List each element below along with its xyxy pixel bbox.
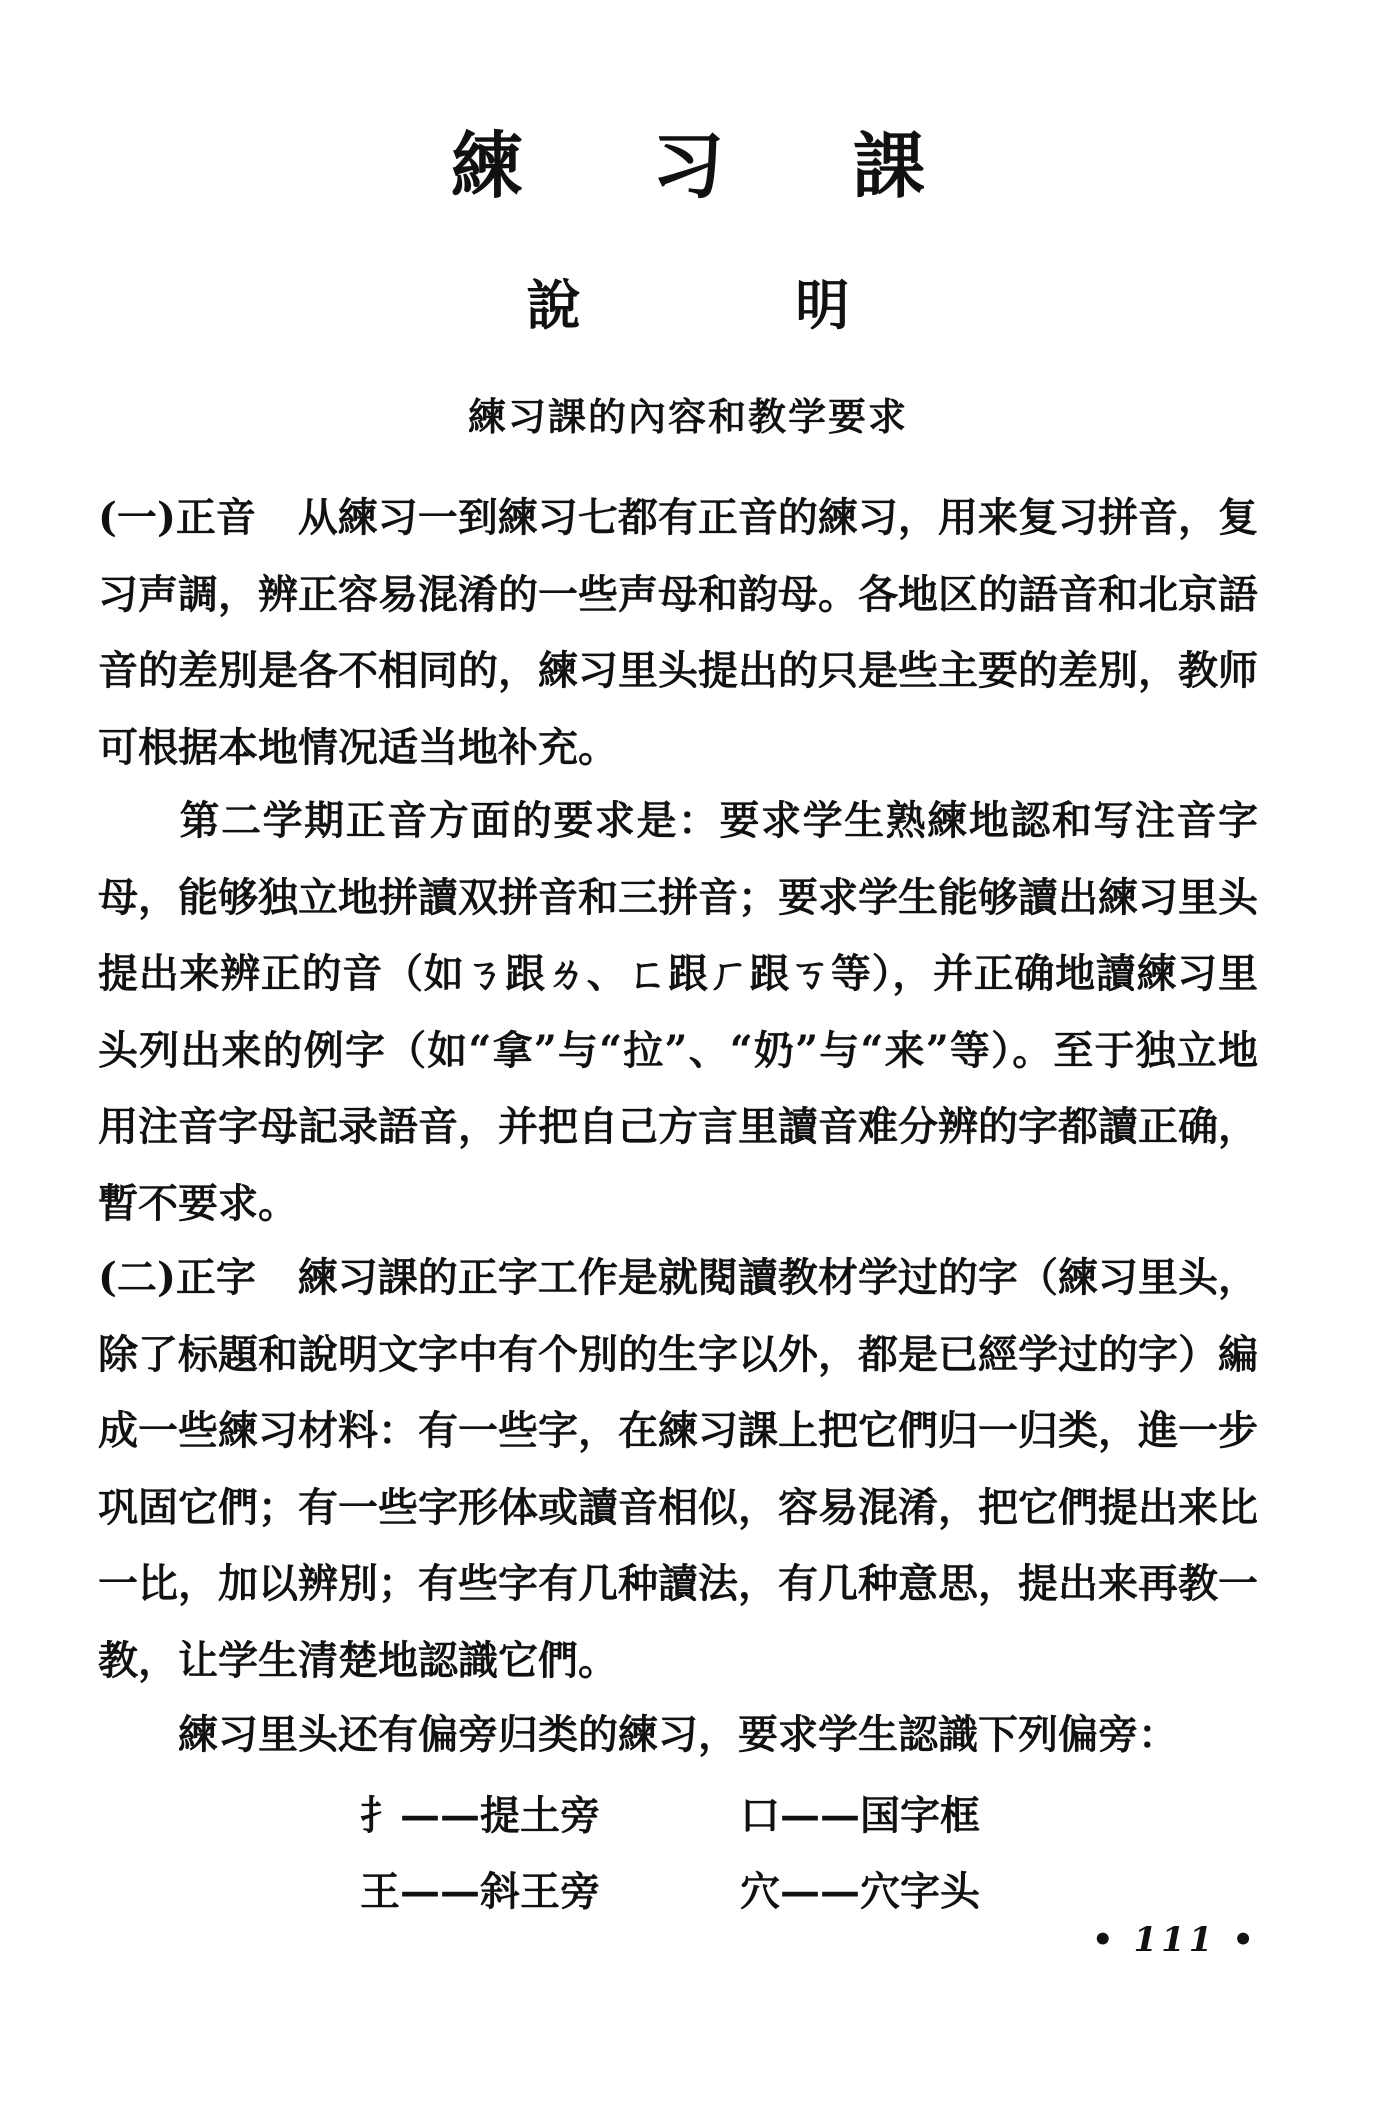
section-heading: 練习課的內容和教学要求 — [467, 394, 908, 439]
paragraph-1 — [98, 480, 1258, 786]
radical-entry: 扌——提土旁 — [360, 1791, 600, 1839]
page-title: 練 习 課 — [450, 123, 978, 208]
radical-entry: 穴——穴字头 — [740, 1867, 980, 1915]
paragraph-text: 从練习一到練习七都有正音的練习，用来复习拼音，复习声調，辨正容易混淆的一些声母和韵母。各地区的語音和北京語音的差別是各不相同的，練习里头提出的只是些主要的差別，教师可根据本地情况适当地补充。 — [98, 494, 1259, 771]
paragraph-characters — [98, 1240, 1258, 1699]
page-subtitle: 說 明 — [526, 273, 948, 337]
paragraph-text: 練习課的正字工作是就閱讀教材学过的字（練习里头，除了标題和說明文字中有个別的生字以外，都是已經学过的字）編成一些練习材料：有一些字，在練习課上把它們归一归类，進一步巩固它們；有一些字形体或讀音相似，容易混淆，把它們提出来比一比，加以辨別；有些字有几种讀法，有几种意思，提出来再教一教，让学生清楚地認識它們。 — [98, 1254, 1259, 1684]
radical-entry: 王——斜王旁 — [360, 1867, 600, 1915]
paragraph-lead: (一)正音 — [98, 494, 256, 541]
paragraph-2 — [98, 783, 1258, 1242]
radicals-row — [360, 1850, 1120, 1926]
radicals-row — [360, 1774, 1120, 1850]
radical-entry: 口——国字框 — [740, 1791, 980, 1839]
page-number: • 111 • — [1091, 1920, 1258, 1960]
radicals-list — [360, 1774, 1120, 1926]
paragraph-3 — [98, 1240, 1258, 1699]
paragraph-second-semester — [98, 783, 1258, 1242]
paragraph-pronunciation — [98, 480, 1258, 786]
paragraph-4 — [98, 1697, 1258, 1774]
paragraph-text: 練习里头还有偏旁归类的練习，要求学生認識下列偏旁： — [178, 1711, 1178, 1758]
paragraph-radicals-intro — [98, 1697, 1258, 1774]
paragraph-text: 第二学期正音方面的要求是：要求学生熟練地認和写注音字母，能够独立地拼讀双拼音和三拼音；要求学生能够讀出練习里头提出来辨正的音（如ㄋ跟ㄌ、ㄈ跟ㄏ跟ㄎ等），并正确地讀練习里头列出来的例字（如“拿”与“拉”、“奶”与“来”等）。至于独立地用注音字母記录語音，并把自己方言里讀音难分辨的字都讀正确，暫不要求。 — [98, 797, 1258, 1227]
paragraph-lead: (二)正字 — [98, 1254, 256, 1301]
